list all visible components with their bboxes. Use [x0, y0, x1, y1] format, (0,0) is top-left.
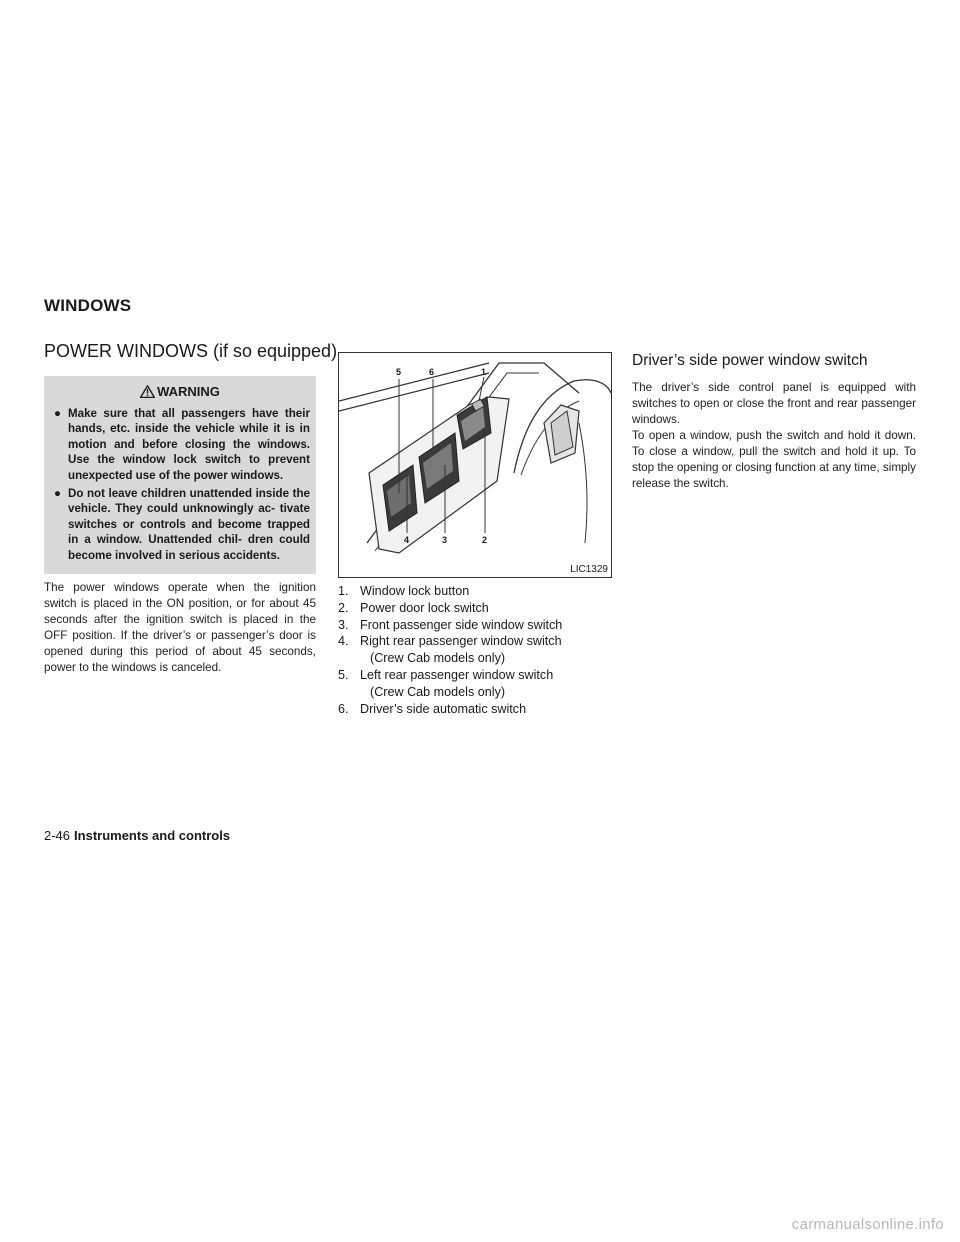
- list-item-text: Power door lock switch: [360, 600, 489, 615]
- list-item: [338, 583, 614, 600]
- list-item: [338, 600, 614, 617]
- list-item-text: Left rear passenger window switch: [360, 667, 554, 682]
- callout-1: 1: [481, 367, 487, 377]
- warning-header: [44, 384, 316, 399]
- callout-4: 4: [404, 535, 410, 545]
- warning-item: [54, 406, 310, 483]
- page-number: 2-46: [44, 828, 71, 843]
- warning-triangle-icon: [140, 385, 155, 398]
- list-item-note: (Crew Cab models only): [370, 684, 506, 699]
- list-item: [338, 617, 614, 634]
- window-switch-illustration: [339, 353, 611, 577]
- warning-box: [44, 376, 316, 574]
- list-item: [338, 667, 614, 701]
- list-item: [338, 701, 614, 718]
- bullet: ●: [54, 487, 62, 500]
- list-item-number: 1.: [338, 584, 349, 598]
- warning-item-text: Do not leave children unattended inside the vehicle. They could unknowingly ac- tivate switches or controls and become trapped in a window. Unattended chil- dren could become involved in serious accidents.: [68, 487, 310, 562]
- watermark: [0, 1216, 960, 1233]
- list-item-number: 3.: [338, 617, 349, 632]
- section-title: POWER WINDOWS (if so equipped): [44, 341, 338, 361]
- list-item: [338, 633, 614, 667]
- subsection-title: Driver’s side power window switch: [632, 352, 868, 369]
- warning-label: WARNING: [157, 384, 220, 399]
- list-item-number: 5.: [338, 667, 349, 682]
- bullet: ●: [54, 407, 62, 420]
- intro-paragraph: The power windows operate when the ignition switch is placed in the ON position, or for about 45 seconds after the ignition switch is placed in the OFF position. If the driver’s or passenger’s door is opened during this period of about 45 seconds, power to the windows is canceled.: [44, 581, 316, 674]
- footer-title: Instruments and controls: [74, 828, 231, 843]
- callout-3: 3: [442, 535, 448, 545]
- callout-2: 2: [482, 535, 488, 545]
- list-item-note: (Crew Cab models only): [370, 651, 506, 666]
- watermark-text: carmanualsonline.info: [791, 1216, 944, 1233]
- list-item-number: 2.: [338, 600, 349, 615]
- warning-item-text: Make sure that all passengers have their hands, etc. inside the vehicle while it is in motion and before closing the windows. Use the window lock switch to prevent unexpected use of the power windows.: [68, 407, 310, 482]
- paragraph: To open a window, push the switch and hold it down. To close a window, pull the switch and hold it up. To stop the opening or closing function at any time, simply release the switch.: [632, 429, 916, 490]
- list-item-text: Window lock button: [360, 584, 470, 598]
- callout-6: 6: [429, 367, 435, 377]
- window-switch-figure: [338, 352, 612, 578]
- figure-code: LIC1329: [570, 564, 608, 575]
- list-item-number: 6.: [338, 701, 349, 716]
- callout-5: 5: [396, 367, 402, 377]
- chapter-heading: WINDOWS: [44, 296, 132, 315]
- list-item-text: Driver’s side automatic switch: [360, 701, 527, 716]
- page-footer: [44, 828, 230, 843]
- paragraph: The driver’s side control panel is equipped with switches to open or close the front and rear passenger windows.: [632, 381, 916, 426]
- list-item-text: Right rear passenger window switch: [360, 634, 562, 649]
- list-item-number: 4.: [338, 634, 349, 649]
- warning-item: [54, 486, 310, 563]
- figure-legend-list: [338, 583, 614, 717]
- list-item-text: Front passenger side window switch: [360, 617, 563, 632]
